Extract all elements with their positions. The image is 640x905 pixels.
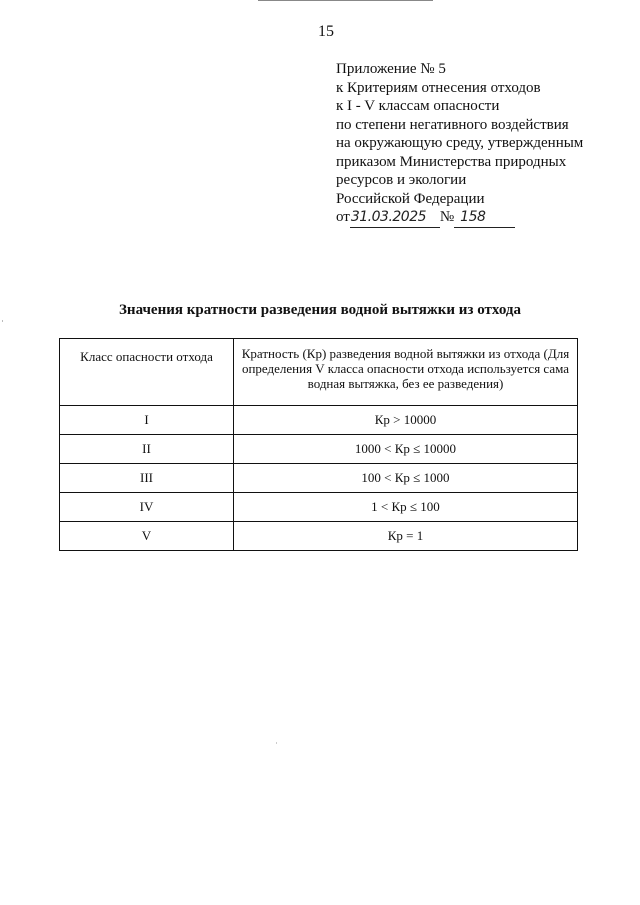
appendix-line: по степени негативного воздействия — [336, 116, 569, 133]
table-row — [60, 406, 578, 435]
order-number-label: № — [439, 209, 455, 225]
hazard-class-cell: V — [60, 522, 234, 551]
dilution-table — [59, 338, 578, 551]
table-header-row — [60, 339, 578, 406]
top-rule — [258, 0, 433, 1]
hazard-class-cell: I — [60, 406, 234, 435]
dilution-ratio-cell: 1000 < Кр ≤ 10000 — [234, 435, 578, 464]
appendix-line: Российской Федерации — [336, 190, 485, 207]
appendix-line: к I - V классам опасности — [336, 98, 500, 114]
dilution-ratio-cell: 1 < Кр ≤ 100 — [234, 493, 578, 522]
dilution-ratio-cell: Кр = 1 — [234, 522, 578, 551]
table-row — [60, 522, 578, 551]
order-prefix: от — [336, 209, 350, 225]
table-heading: Значения кратности разведения водной вытяжки из отхода — [119, 302, 521, 318]
order-number: 158 — [454, 208, 515, 228]
hazard-class-cell: II — [60, 435, 234, 464]
appendix-line: ресурсов и экологии — [336, 172, 467, 188]
dilution-ratio-cell: 100 < Кр ≤ 1000 — [234, 464, 578, 493]
page-number: 15 — [318, 23, 334, 40]
header-hazard-class: Класс опасности отхода — [60, 339, 234, 406]
appendix-line: к Критериям отнесения отходов — [336, 79, 541, 96]
appendix-line: на окружающую среду, утвержденным — [336, 135, 584, 151]
table-row — [60, 493, 578, 522]
hazard-class-cell: IV — [60, 493, 234, 522]
appendix-block — [336, 60, 626, 228]
appendix-line: Приложение № 5 — [336, 61, 446, 77]
header-dilution-ratio: Кратность (Кр) разведения водной вытяжки из отхода (Для определения V класса опасности отхода используется сама водная вытяжка, без ее разведения) — [234, 339, 578, 406]
margin-mark — [2, 320, 3, 322]
order-line — [336, 208, 626, 228]
hazard-class-cell: III — [60, 464, 234, 493]
table-row — [60, 435, 578, 464]
dilution-ratio-cell: Кр > 10000 — [234, 406, 578, 435]
scan-artifact — [276, 742, 277, 744]
order-date: 31.03.2025 — [350, 208, 440, 228]
appendix-line: приказом Министерства природных — [336, 153, 567, 170]
table-row — [60, 464, 578, 493]
